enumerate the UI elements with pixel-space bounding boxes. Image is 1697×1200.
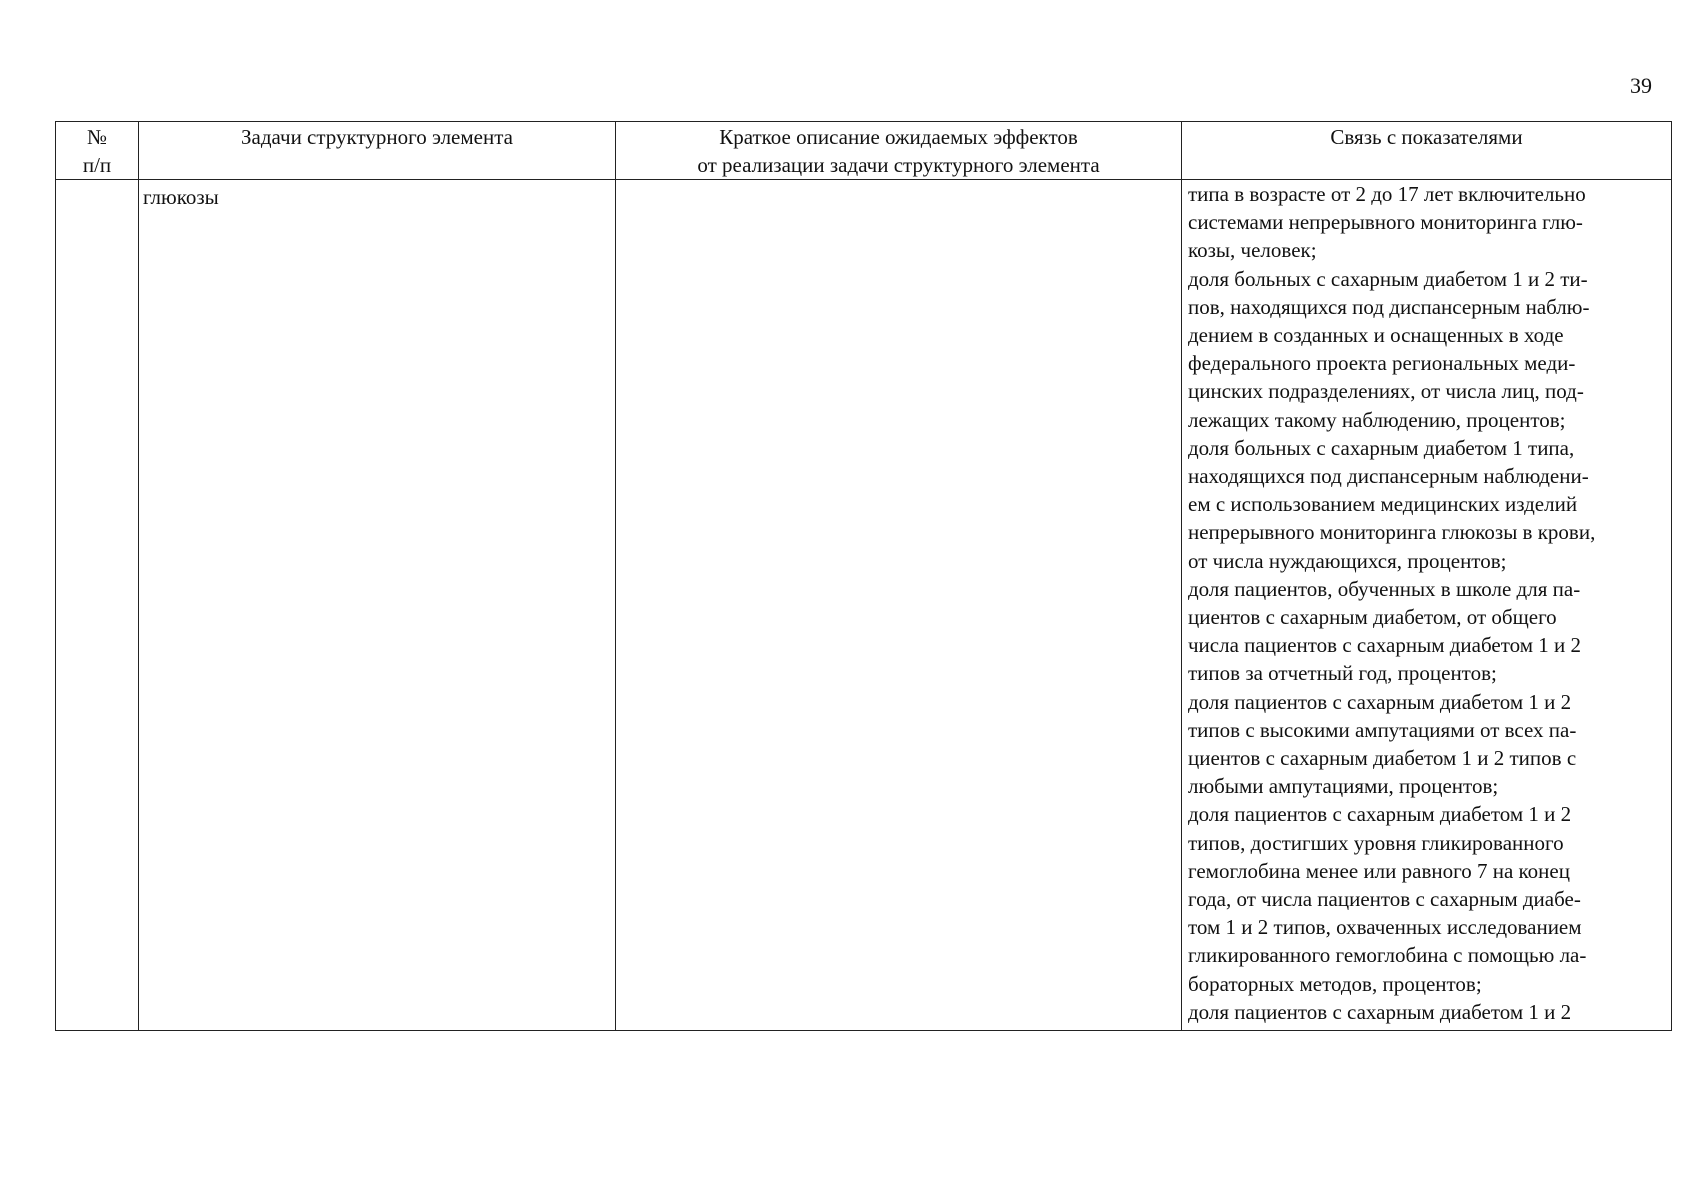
link-text-line: том 1 и 2 типов, охваченных исследованием [1188,915,1582,940]
header-link-label: Связь с показателями [1330,125,1523,149]
link-text-line: ем с использованием медицинских изделий [1188,492,1578,517]
link-text-line: от числа нуждающихся, процентов; [1188,548,1507,573]
header-task [139,122,616,180]
link-text-line: бораторных методов, процентов; [1188,971,1482,996]
link-text-line: козы, человек; [1188,238,1317,263]
link-text-line: года, от числа пациентов с сахарным диабе- [1188,887,1581,912]
link-text-line: доля пациентов, обученных в школе для па- [1188,576,1581,601]
header-task-label: Задачи структурного элемента [241,125,513,149]
header-effect-line: Краткое описание ожидаемых эффектов [719,125,1078,149]
link-text-line: доля больных с сахарным диабетом 1 и 2 ти- [1188,266,1588,291]
header-number-line: п/п [82,153,112,177]
link-text-line: системами непрерывного мониторинга глю- [1188,210,1583,235]
link-text-line: числа пациентов с сахарным диабетом 1 и 2 [1188,633,1581,658]
header-number-line: № [86,125,108,149]
header-number [56,122,139,180]
cell-task: глюкозы [139,180,616,1031]
cell-number [56,180,139,1031]
link-text-line: типа в возрасте от 2 до 17 лет включительно [1188,182,1586,206]
link-text-line: доля пациентов с сахарным диабетом 1 и 2 [1188,999,1572,1024]
link-text-line: доля больных с сахарным диабетом 1 типа, [1188,435,1575,460]
link-text-line: гемоглобина менее или равного 7 на конец [1188,858,1570,883]
link-text-line: федерального проекта региональных меди- [1188,351,1576,376]
link-text-line: цинских подразделениях, от числа лиц, под- [1188,379,1584,404]
link-text-line: лежащих такому наблюдению, процентов; [1188,407,1566,432]
link-text-line: доля пациентов с сахарным диабетом 1 и 2 [1188,689,1572,714]
indicators-table [55,121,1672,1031]
link-text-line: циентов с сахарным диабетом 1 и 2 типов с [1188,746,1577,771]
link-text-line: любыми ампутациями, процентов; [1188,774,1499,799]
cell-link [1182,180,1672,1031]
table-row [56,180,1672,1031]
table-header-row [56,122,1672,180]
link-text-line: находящихся под диспансерным наблюдени- [1188,464,1589,489]
page-number: 39 [1630,73,1652,98]
header-link [1182,122,1672,180]
link-text-line: гликированного гемоглобина с помощью ла- [1188,943,1587,968]
link-text-line: доля пациентов с сахарным диабетом 1 и 2 [1188,802,1572,827]
link-text-line: циентов с сахарным диабетом, от общего [1188,605,1557,630]
link-text-line: дением в созданных и оснащенных в ходе [1188,323,1564,348]
link-text-line: непрерывного мониторинга глюкозы в крови, [1188,520,1596,545]
header-effect-line: от реализации задачи структурного элемента [697,153,1100,177]
header-effect [616,122,1182,180]
link-text-line: типов с высокими ампутациями от всех па- [1188,717,1577,742]
link-text-line: пов, находящихся под диспансерным наблю- [1188,294,1590,319]
link-text-line: типов за отчетный год, процентов; [1188,661,1497,686]
cell-effect [616,180,1182,1031]
link-text-line: типов, достигших уровня гликированного [1188,830,1564,855]
